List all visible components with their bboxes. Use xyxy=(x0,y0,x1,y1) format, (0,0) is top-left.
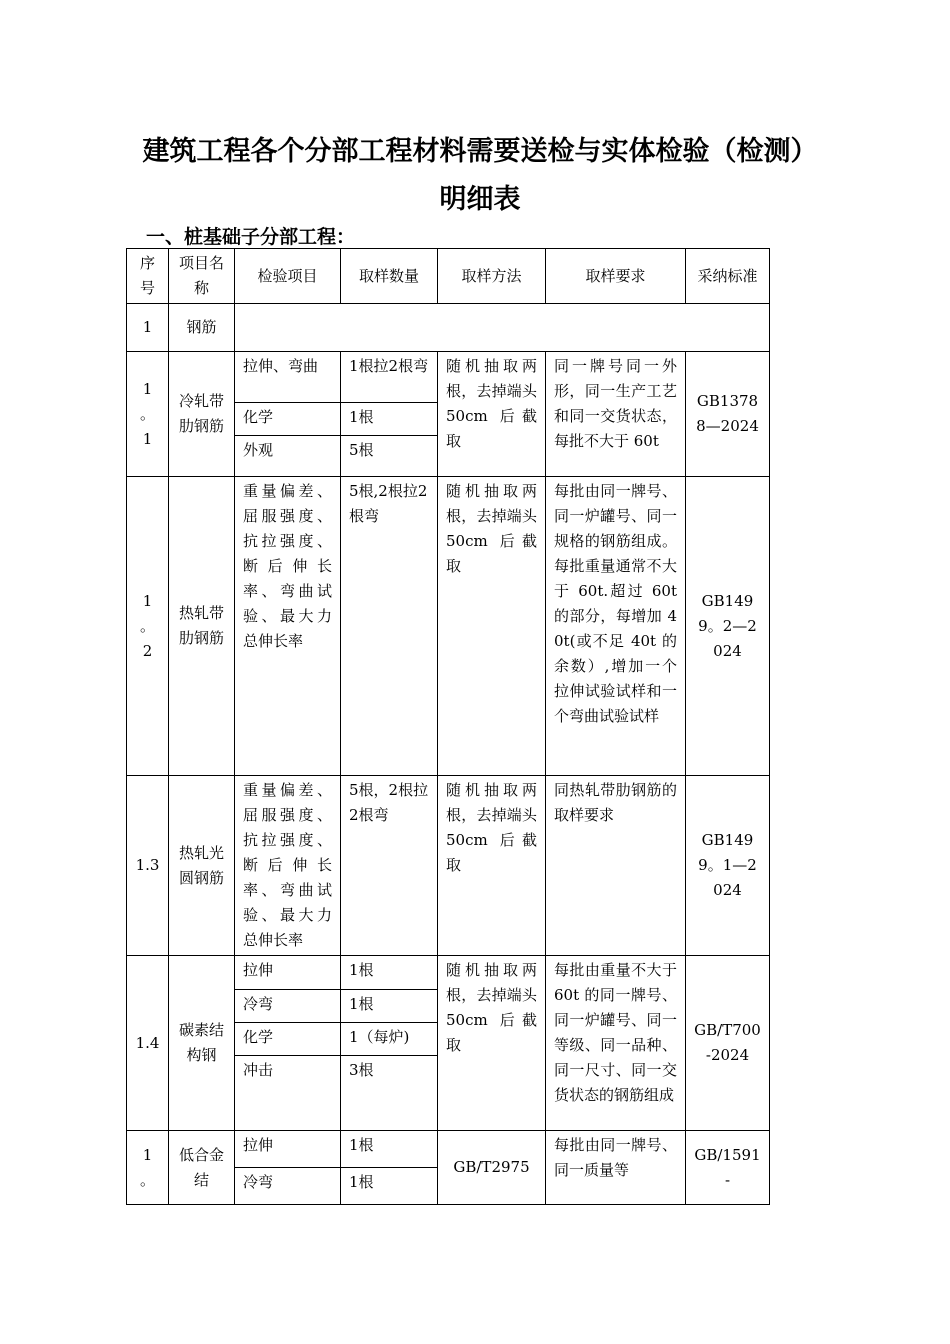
qty-cell: 1根 xyxy=(341,1168,438,1205)
table-header-row xyxy=(127,249,770,304)
row-no: 1 xyxy=(127,304,169,352)
item-cell: 冲击 xyxy=(235,1056,341,1131)
row-name: 热轧带肋钢筋 xyxy=(169,477,235,776)
item-cell: 拉伸 xyxy=(235,956,341,990)
method-cell: 随机抽取两根，去掉端头 50cm 后截取 xyxy=(438,352,546,477)
method-cell: GB/T2975 xyxy=(438,1131,546,1205)
std-cell: GB1499。2—2024 xyxy=(686,477,770,776)
header-cell: 取样要求 xyxy=(546,249,686,304)
table-row xyxy=(127,956,770,990)
table-row xyxy=(127,477,770,776)
item-cell: 冷弯 xyxy=(235,1168,341,1205)
header-cell: 序号 xyxy=(127,249,169,304)
header-cell: 取样数量 xyxy=(341,249,438,304)
item-cell: 外观 xyxy=(235,436,341,477)
header-cell: 采纳标准 xyxy=(686,249,770,304)
qty-cell: 1根 xyxy=(341,403,438,436)
qty-cell: 1根拉2根弯 xyxy=(341,352,438,403)
row-name: 冷轧带肋钢筋 xyxy=(169,352,235,477)
header-cell: 取样方法 xyxy=(438,249,546,304)
inspection-table xyxy=(126,248,770,1205)
method-cell: 随机抽取两根，去掉端头 50cm 后截取 xyxy=(438,956,546,1131)
row-name: 热轧光圆钢筋 xyxy=(169,776,235,956)
qty-cell: 5根,2根拉2根弯 xyxy=(341,477,438,776)
qty-cell: 3根 xyxy=(341,1056,438,1131)
qty-cell: 1根 xyxy=(341,1131,438,1168)
section-heading: 一、桩基础子分部工程： xyxy=(146,226,356,248)
std-cell: GB/T700-2024 xyxy=(686,956,770,1131)
page-title: 建筑工程各个分部工程材料需要送检与实体检验（检测）明细表 xyxy=(142,136,818,215)
row-name: 低合金结 xyxy=(169,1131,235,1205)
std-cell: GB/1591- xyxy=(686,1131,770,1205)
row-no: 1.4 xyxy=(127,956,169,1131)
header-cell: 检验项目 xyxy=(235,249,341,304)
row-no: 1.3 xyxy=(127,776,169,956)
item-cell: 重量偏差、屈服强度、抗拉强度、断后伸长率、弯曲试验、最大力总伸长率 xyxy=(235,477,341,776)
std-cell: GB1499。1—2024 xyxy=(686,776,770,956)
req-cell: 每批由同一牌号、同一质量等 xyxy=(546,1131,686,1205)
table-row xyxy=(127,1131,770,1168)
req-cell: 同热轧带肋钢筋的取样要求 xyxy=(546,776,686,956)
table-row xyxy=(127,304,770,352)
method-cell: 随机抽取两根，去掉端头 50cm 后截取 xyxy=(438,477,546,776)
item-cell: 化学 xyxy=(235,1023,341,1056)
table-row xyxy=(127,776,770,956)
table-row xyxy=(127,352,770,403)
row-no: 1 。 1 xyxy=(127,352,169,477)
item-cell: 拉伸 xyxy=(235,1131,341,1168)
row-name: 碳素结构钢 xyxy=(169,956,235,1131)
qty-cell: 1根 xyxy=(341,990,438,1023)
qty-cell: 1（每炉) xyxy=(341,1023,438,1056)
std-cell: GB13788—2024 xyxy=(686,352,770,477)
row-no: 1 。 xyxy=(127,1131,169,1205)
empty-cell xyxy=(235,304,770,352)
req-cell: 每批由重量不大于 60t 的同一牌号、同一炉罐号、同一等级、同一品种、同一尺寸、同一交货状态的钢筋组成 xyxy=(546,956,686,1131)
item-cell: 化学 xyxy=(235,403,341,436)
qty-cell: 1根 xyxy=(341,956,438,990)
method-cell: 随机抽取两根，去掉端头 50cm 后截取 xyxy=(438,776,546,956)
row-no: 1 。 2 xyxy=(127,477,169,776)
qty-cell: 5根，2根拉2根弯 xyxy=(341,776,438,956)
item-cell: 拉伸、弯曲 xyxy=(235,352,341,403)
item-cell: 重量偏差、屈服强度、抗拉强度、断后伸长率、弯曲试验、最大力总伸长率 xyxy=(235,776,341,956)
req-cell: 每批由同一牌号、同一炉罐号、同一规格的钢筋组成。每批重量通常不大于 60t.超过 60t 的部分，每增加 40t(或不足 40t 的余数）,增加一个拉伸试验试样和一个弯曲试验试样 xyxy=(546,477,686,776)
qty-cell: 5根 xyxy=(341,436,438,477)
row-name: 钢筋 xyxy=(169,304,235,352)
item-cell: 冷弯 xyxy=(235,990,341,1023)
header-cell: 项目名称 xyxy=(169,249,235,304)
req-cell: 同一牌号同一外形，同一生产工艺和同一交货状态，每批不大于 60t xyxy=(546,352,686,477)
